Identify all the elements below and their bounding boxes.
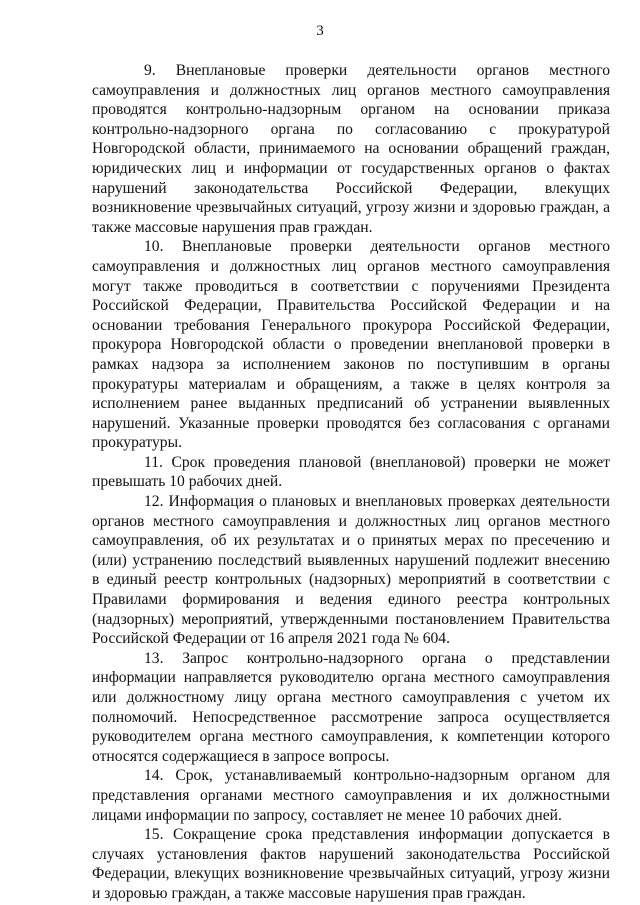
paragraph-11: 11. Срок проведения плановой (внеплановой) проверки не может превышать 10 рабочих дней. xyxy=(92,453,610,491)
paragraph-9: 9. Внеплановые проверки деятельности органов местного самоуправления и должностных лиц органов местного самоуправления проводятся контрольно-надзорным органом на основании приказа контрольно-надзорного органа по согласованию с прокуратурой Новгородской области, принимаемого на основании обращений граждан, юридических лиц и информации от государственных органов о фактах нарушений законодательства Российской Федерации, влекущих возникновение чрезвычайных ситуаций, угрозу жизни и здоровью граждан, а также массовые нарушения прав граждан. xyxy=(92,62,610,236)
paragraph-12: 12. Информация о плановых и внеплановых проверках деятельности органов местного самоуправления и должностных лиц органов местного самоуправления, об их результатах и о принятых мерах по пресечению и (или) устранению последствий выявленных нарушений подлежит внесению в единый реестр контрольных (надзорных) мероприятий в соответствии с Правилами формирования и ведения единого реестра контрольных (надзорных) мероприятий, утвержденными постановлением Правительства Российской Федерации от 16 апреля 2021 года № 604. xyxy=(92,493,610,648)
document-body xyxy=(92,61,610,904)
page-number: 3 xyxy=(316,23,324,39)
paragraph-15: 15. Сокращение срока представления информации допускается в случаях установления фактов нарушений законодательства Российской Федерации, влекущих возникновение чрезвычайных ситуаций, угрозу жизни и здоровью граждан, а также массовые нарушения прав граждан. xyxy=(92,826,610,902)
paragraph-13: 13. Запрос контрольно-надзорного органа о представлении информации направляется руководителю органа местного самоуправления или должностному лицу органа местного самоуправления с учетом их полномочий. Непосредственное рассмотрение запроса осуществляется руководителем органа местного самоуправления, к компетенции которого относятся содержащиеся в запросе вопросы. xyxy=(92,649,610,765)
paragraph-14: 14. Срок, устанавливаемый контрольно-надзорным органом для представления органами местного самоуправления и их должностными лицами информации по запросу, составляет не менее 10 рабочих дней. xyxy=(92,767,610,824)
paragraph-10: 10. Внеплановые проверки деятельности органов местного самоуправления и должностных лиц органов местного самоуправления могут также проводиться в соответствии с поручениями Президента Российской Федерации, Правительства Российской Федерации и на основании требования Генерального прокурора Российской Федерации, прокурора Новгородской области о проведении внеплановой проверки в рамках надзора за исполнением законов по поступившим в органы прокуратуры материалам и обращениям, а также в целях контроля за исполнением ранее выданных предписаний об устранении выявленных нарушений. Указанные проверки проводятся без согласования с органами прокуратуры. xyxy=(92,238,610,452)
